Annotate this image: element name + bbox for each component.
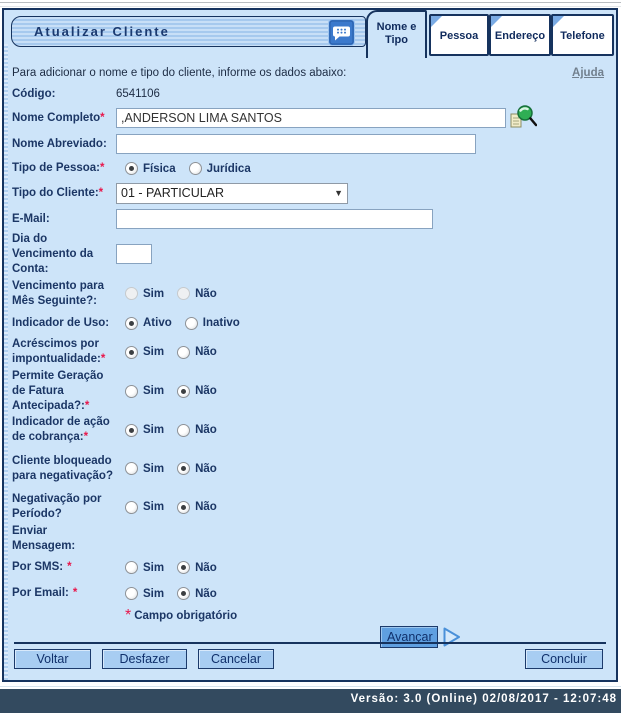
- tipo-cliente-label: Tipo do Cliente:*: [12, 186, 104, 199]
- form-row-nome-completo: [12, 105, 608, 131]
- nome-completo-label: Nome Completo*: [12, 111, 105, 124]
- required-marker: *: [99, 162, 105, 175]
- form-row-por-email: [12, 581, 608, 607]
- tab-pessoa[interactable]: [429, 14, 489, 56]
- indicador-acao-radiogroup: [116, 424, 608, 437]
- required-marker: *: [98, 186, 104, 199]
- negativacao-periodo-label: Negativação por Período?: [12, 493, 102, 521]
- tab-nome-e-tipo-label: Nome e Tipo: [376, 21, 417, 47]
- indicador-uso-inativo-radio[interactable]: [185, 317, 198, 330]
- ajuda-link[interactable]: Ajuda: [572, 67, 604, 79]
- negativacao-periodo-radiogroup: [116, 501, 608, 514]
- title-bar: [11, 16, 366, 47]
- form-row-cliente-bloqueado: [12, 447, 608, 491]
- panel-header: [4, 10, 616, 58]
- tipo-cliente-selected-value: 01 - PARTICULAR: [121, 186, 225, 200]
- top-divider-line-2: [0, 6, 621, 7]
- desfazer-button[interactable]: Desfazer: [102, 649, 187, 669]
- nome-completo-input[interactable]: [116, 108, 506, 128]
- indicador-acao-nao-radio[interactable]: [177, 424, 190, 437]
- acrescimos-sim-label[interactable]: Sim: [143, 346, 165, 359]
- required-marker: *: [84, 399, 90, 412]
- negativacao-periodo-nao-label[interactable]: Não: [195, 501, 217, 514]
- tipo-pessoa-fisica-radio[interactable]: [125, 162, 138, 175]
- cliente-bloqueado-nao-label[interactable]: Não: [195, 462, 217, 475]
- cliente-bloqueado-radiogroup: [116, 462, 608, 475]
- por-sms-sim-label[interactable]: Sim: [143, 561, 165, 574]
- codigo-value: 6541106: [116, 88, 160, 100]
- tipo-pessoa-juridica-radio[interactable]: [189, 162, 202, 175]
- por-sms-label: Por SMS: *: [12, 561, 72, 574]
- required-marker: *: [125, 606, 132, 624]
- indicador-uso-label: Indicador de Uso:: [12, 316, 110, 329]
- required-marker: *: [83, 431, 89, 444]
- vencimento-mes-nao-radio[interactable]: [177, 287, 190, 300]
- indicador-acao-label: Indicador de ação de cobrança:*: [12, 416, 110, 444]
- tab-telefone[interactable]: [551, 14, 614, 56]
- indicador-uso-ativo-label[interactable]: Ativo: [143, 317, 172, 330]
- acrescimos-nao-radio[interactable]: [177, 346, 190, 359]
- chat-bubble-icon[interactable]: [328, 19, 355, 46]
- form-row-por-sms: [12, 555, 608, 581]
- required-marker: *: [67, 561, 72, 574]
- tab-nome-e-tipo[interactable]: [366, 10, 427, 58]
- cliente-bloqueado-sim-radio[interactable]: [125, 462, 138, 475]
- codigo-label: Código:: [12, 87, 56, 100]
- tipo-cliente-select[interactable]: [116, 183, 348, 204]
- tab-endereco[interactable]: [489, 14, 551, 56]
- forward-arrow-icon: [442, 626, 462, 648]
- concluir-button[interactable]: Concluir: [525, 649, 603, 669]
- indicador-acao-nao-label[interactable]: Não: [195, 424, 217, 437]
- chevron-down-icon: ▼: [334, 188, 343, 198]
- negativacao-periodo-sim-radio[interactable]: [125, 501, 138, 514]
- atualizar-cliente-panel: [2, 8, 618, 682]
- tab-endereco-label: Endereço: [494, 30, 546, 42]
- por-email-sim-label[interactable]: Sim: [143, 587, 165, 600]
- negativacao-periodo-nao-radio[interactable]: [177, 501, 190, 514]
- form-content: [8, 58, 612, 649]
- enviar-mensagem-label: Enviar Mensagem:: [12, 525, 76, 553]
- version-text: Versão: 3.0 (Online) 02/08/2017 - 12:07:48: [350, 693, 617, 705]
- indicador-uso-inativo-label[interactable]: Inativo: [202, 317, 240, 330]
- por-email-nao-label[interactable]: Não: [195, 587, 217, 600]
- form-row-codigo: [12, 83, 608, 105]
- vencimento-mes-seguinte-radiogroup: [116, 287, 608, 300]
- tipo-pessoa-juridica-label[interactable]: Jurídica: [206, 162, 251, 175]
- required-note-row: [12, 607, 608, 625]
- lookup-search-icon[interactable]: [509, 105, 537, 131]
- avancar-row: [12, 625, 608, 649]
- avancar-button[interactable]: Avançar: [380, 626, 438, 648]
- dia-vencimento-label: Dia do Vencimento da Conta:: [12, 233, 94, 275]
- nome-abreviado-label: Nome Abreviado:: [12, 137, 107, 150]
- tab-pessoa-label: Pessoa: [439, 30, 479, 42]
- por-sms-sim-radio[interactable]: [125, 561, 138, 574]
- form-row-dia-vencimento: [12, 232, 608, 277]
- form-row-indicador-acao: [12, 414, 608, 447]
- acrescimos-sim-radio[interactable]: [125, 346, 138, 359]
- vencimento-mes-sim-radio[interactable]: [125, 287, 138, 300]
- button-separator-line: [14, 642, 606, 644]
- cliente-bloqueado-nao-radio[interactable]: [177, 462, 190, 475]
- indicador-acao-sim-radio[interactable]: [125, 424, 138, 437]
- email-input[interactable]: [116, 209, 433, 229]
- indicador-uso-ativo-radio[interactable]: [125, 317, 138, 330]
- bottom-button-bar: [14, 649, 603, 669]
- cliente-bloqueado-sim-label[interactable]: Sim: [143, 462, 165, 475]
- permite-geracao-sim-label[interactable]: Sim: [143, 385, 165, 398]
- permite-geracao-label: Permite Geração de Fatura Antecipada?:*: [12, 369, 104, 412]
- acrescimos-nao-label[interactable]: Não: [195, 346, 217, 359]
- tipo-pessoa-radiogroup: [116, 162, 608, 175]
- cliente-bloqueado-label: Cliente bloqueado para negativação?: [12, 454, 113, 482]
- tab-telefone-label: Telefone: [560, 30, 605, 42]
- required-note-text: Campo obrigatório: [134, 609, 238, 622]
- version-bar: [0, 689, 621, 713]
- por-email-nao-radio[interactable]: [177, 587, 190, 600]
- form-row-tipo-pessoa: [12, 157, 608, 180]
- indicador-uso-radiogroup: [116, 317, 608, 330]
- dia-vencimento-input[interactable]: [116, 244, 152, 264]
- form-row-enviar-mensagem: [12, 524, 608, 555]
- form-row-email: [12, 206, 608, 232]
- page-title: Atualizar Cliente: [34, 24, 170, 39]
- tipo-pessoa-label: Tipo de Pessoa:*: [12, 162, 105, 175]
- por-sms-nao-label[interactable]: Não: [195, 561, 217, 574]
- por-email-sim-radio[interactable]: [125, 587, 138, 600]
- form-row-acrescimos: [12, 336, 608, 369]
- form-row-permite-geracao: [12, 369, 608, 414]
- form-row-negativacao-periodo: [12, 491, 608, 524]
- por-email-label: Por Email: *: [12, 587, 78, 600]
- required-marker: *: [72, 587, 78, 600]
- permite-geracao-radiogroup: [116, 385, 608, 398]
- form-row-vencimento-mes-seguinte: [12, 277, 608, 311]
- por-sms-nao-radio[interactable]: [177, 561, 190, 574]
- negativacao-periodo-sim-label[interactable]: Sim: [143, 501, 165, 514]
- permite-geracao-sim-radio[interactable]: [125, 385, 138, 398]
- intro-row: [12, 63, 608, 83]
- required-marker: *: [100, 353, 106, 366]
- tipo-pessoa-fisica-label[interactable]: Física: [143, 162, 176, 175]
- por-email-radiogroup: [116, 587, 608, 600]
- footer-divider-line: [0, 686, 621, 687]
- form-row-tipo-cliente: [12, 180, 608, 206]
- intro-text: Para adicionar o nome e tipo do cliente, informe os dados abaixo:: [12, 67, 347, 79]
- nome-abreviado-input[interactable]: [116, 134, 476, 154]
- indicador-acao-sim-label[interactable]: Sim: [143, 424, 165, 437]
- cancelar-button[interactable]: Cancelar: [198, 649, 274, 669]
- email-label: E-Mail:: [12, 212, 50, 225]
- por-sms-radiogroup: [116, 561, 608, 574]
- vencimento-mes-seguinte-label: Vencimento para Mês Seguinte?:: [12, 279, 105, 307]
- form-row-indicador-uso: [12, 311, 608, 336]
- acrescimos-radiogroup: [116, 346, 608, 359]
- top-divider-line: [0, 2, 621, 3]
- voltar-button[interactable]: Voltar: [14, 649, 91, 669]
- permite-geracao-nao-label[interactable]: Não: [195, 385, 217, 398]
- vencimento-mes-sim-label[interactable]: Sim: [143, 287, 165, 300]
- permite-geracao-nao-radio[interactable]: [177, 385, 190, 398]
- required-marker: *: [100, 111, 105, 124]
- acrescimos-label: Acréscimos por impontualidade:*: [12, 338, 106, 366]
- vencimento-mes-nao-label[interactable]: Não: [195, 287, 217, 300]
- form-row-nome-abreviado: [12, 131, 608, 157]
